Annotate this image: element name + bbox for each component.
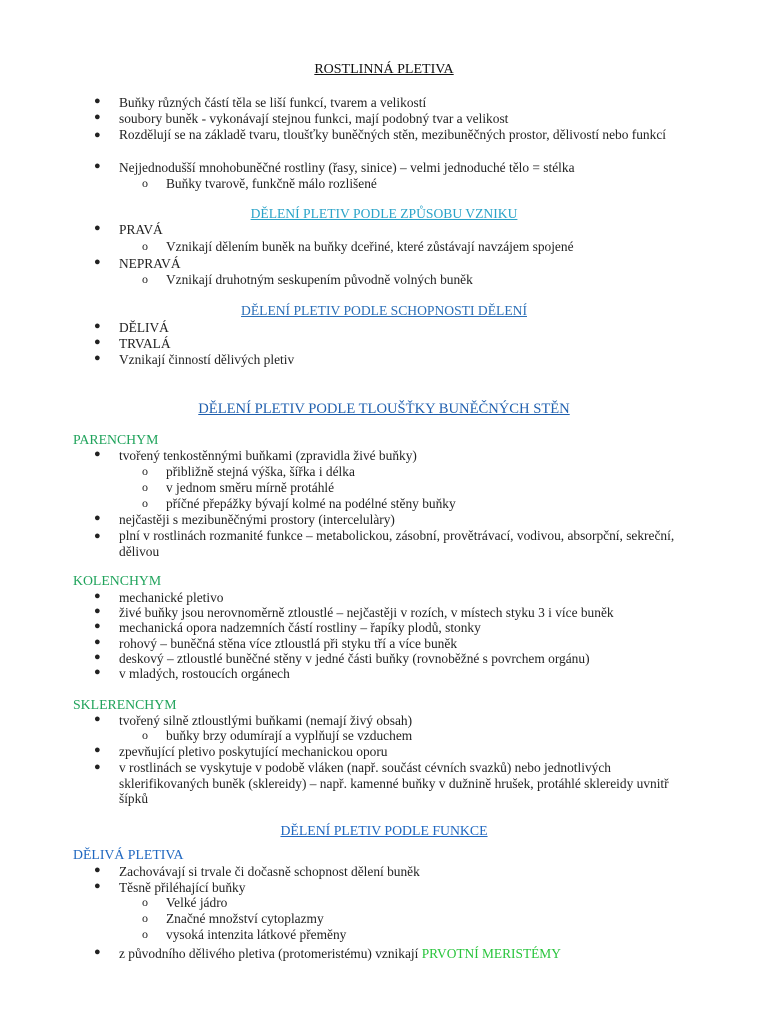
bullet-icon: ● bbox=[94, 111, 101, 123]
bullet-icon: ● bbox=[94, 256, 101, 268]
bullet-icon: ● bbox=[94, 620, 101, 632]
bullet-icon: ● bbox=[94, 352, 101, 364]
bullet-icon: ● bbox=[94, 590, 101, 602]
list-item: ● deskový – ztloustlé buněčné stěny v jedné části buňky (rovnoběžné s povrchem orgánu) bbox=[94, 651, 590, 666]
bullet-icon: ● bbox=[94, 95, 101, 107]
circle-bullet-icon: o bbox=[142, 728, 148, 742]
list-item: ● NEPRAVÁ bbox=[94, 256, 181, 271]
list-item: ● tvořený silně ztloustlými buňkami (nemají živý obsah) bbox=[94, 713, 413, 728]
list-item: ● v mladých, rostoucích orgánech bbox=[94, 666, 290, 681]
bullet-icon: ● bbox=[94, 605, 101, 617]
circle-bullet-icon: o bbox=[142, 272, 148, 286]
bullet-icon: ● bbox=[94, 864, 101, 876]
sub-list-item: o Buňky tvarově, funkčně málo rozlišené bbox=[142, 176, 377, 191]
bullet-icon: ● bbox=[94, 761, 101, 773]
heading-parenchym: PARENCHYM bbox=[73, 432, 159, 447]
bullet-icon: ● bbox=[94, 320, 101, 332]
list-item: ● Nejjednodušší mnohobuněčné rostliny (řasy, sinice) – velmi jednoduché tělo = stélka bbox=[94, 160, 575, 175]
bullet-icon: ● bbox=[94, 651, 101, 663]
sub-list-item: o Vznikají druhotným seskupením původně volných buněk bbox=[142, 272, 473, 287]
sub-list-item: o přibližně stejná výška, šířka i délka bbox=[142, 464, 355, 479]
list-item: ● v rostlinách se vyskytuje v podobě vláken (např. součást cévních svazků) nebo jednotlivých sklerifikovaných buněk (sklereidy) – např. kamenné buňky v dužnině hrušek, protáhlé sklereidy uvnitř šípků bbox=[94, 760, 669, 806]
list-item: ● Buňky různých částí těla se liší funkcí, tvarem a velikostí bbox=[94, 95, 427, 110]
circle-bullet-icon: o bbox=[142, 464, 148, 478]
list-item: ● rohový – buněčná stěna více ztloustlá při styku tří a více buněk bbox=[94, 636, 458, 651]
list-item: ● Vznikají činností dělivých pletiv bbox=[94, 352, 295, 367]
list-item: ● DĚLIVÁ bbox=[94, 320, 169, 335]
sub-list-item: o vysoká intenzita látkové přeměny bbox=[142, 927, 347, 942]
list-item: ● nejčastěji s mezibuněčnými prostory (intercelulàry) bbox=[94, 512, 395, 527]
list-item: ● soubory buněk - vykonávají stejnou funkci, mají podobný tvar a velikost bbox=[94, 111, 509, 126]
list-item: ● zpevňující pletivo poskytující mechanickou oporu bbox=[94, 744, 388, 759]
bullet-icon: ● bbox=[94, 530, 101, 542]
document-title: ROSTLINNÁ PLETIVA bbox=[314, 62, 454, 77]
list-item: ● PRAVÁ bbox=[94, 222, 163, 237]
bullet-icon: ● bbox=[94, 713, 101, 725]
bullet-icon: ● bbox=[94, 666, 101, 678]
circle-bullet-icon: o bbox=[142, 176, 148, 190]
list-item: ● Těsně přiléhající buňky bbox=[94, 880, 246, 895]
sub-list-item: o Vznikají dělením buněk na buňky dceřiné, které zůstávají navzájem spojené bbox=[142, 239, 574, 254]
list-item: ● mechanická opora nadzemních částí rostliny – řapíky plodů, stonky bbox=[94, 620, 481, 635]
bullet-icon: ● bbox=[94, 448, 101, 460]
sub-list-item: o Značné množství cytoplazmy bbox=[142, 911, 324, 926]
heading-sklerenchym: SKLERENCHYM bbox=[73, 697, 177, 712]
bullet-icon: ● bbox=[94, 222, 101, 234]
sub-list-item: o Velké jádro bbox=[142, 895, 228, 910]
section-title-steny: DĚLENÍ PLETIV PODLE TLOUŠŤKY BUNĚČNÝCH STĚN bbox=[198, 401, 570, 417]
bullet-icon: ● bbox=[94, 636, 101, 648]
circle-bullet-icon: o bbox=[142, 927, 148, 941]
list-item: ● plní v rostlinách rozmanité funkce – metabolickou, zásobní, provětrávací, vodivou, absorpční, sekreční, dělivou bbox=[94, 528, 675, 559]
list-item: ● z původního dělivého pletiva (protomeristému) vznikají PRVOTNÍ MERISTÉMY bbox=[94, 946, 561, 961]
list-item: ● mechanické pletivo bbox=[94, 590, 224, 605]
bullet-icon: ● bbox=[94, 512, 101, 524]
bullet-icon: ● bbox=[94, 744, 101, 756]
sub-list-item: o v jednom směru mírně protáhlé bbox=[142, 480, 335, 495]
highlight-prvotni-meristemy: PRVOTNÍ MERISTÉMY bbox=[421, 946, 561, 961]
circle-bullet-icon: o bbox=[142, 911, 148, 925]
section-title-vznik: DĚLENÍ PLETIV PODLE ZPŮSOBU VZNIKU bbox=[250, 206, 518, 221]
list-item: ● Zachovávají si trvale či dočasně schopnost dělení buněk bbox=[94, 864, 420, 879]
circle-bullet-icon: o bbox=[142, 480, 148, 494]
list-item: ● Rozdělují se na základě tvaru, tloušťky buněčných stěn, mezibuněčných prostor, dělivostí nebo funkcí bbox=[94, 127, 666, 142]
list-item: ● živé buňky jsou nerovnoměrně ztloustlé – nejčastěji v rozích, v místech styku 3 i více buněk bbox=[94, 605, 614, 620]
bullet-icon: ● bbox=[94, 129, 101, 141]
circle-bullet-icon: o bbox=[142, 239, 148, 253]
section-title-deleni: DĚLENÍ PLETIV PODLE SCHOPNOSTI DĚLENÍ bbox=[241, 303, 527, 318]
bullet-icon: ● bbox=[94, 160, 101, 172]
section-title-funkce: DĚLENÍ PLETIV PODLE FUNKCE bbox=[280, 823, 488, 838]
list-item: ● tvořený tenkostěnnými buňkami (zpravidla živé buňky) bbox=[94, 448, 417, 463]
bullet-icon: ● bbox=[94, 946, 101, 958]
circle-bullet-icon: o bbox=[142, 496, 148, 510]
bullet-icon: ● bbox=[94, 880, 101, 892]
list-item: ● TRVALÁ bbox=[94, 336, 171, 351]
heading-deliva-pletiva: DĚLIVÁ PLETIVA bbox=[73, 847, 184, 862]
sub-list-item: o příčné přepážky bývají kolmé na podélné stěny buňky bbox=[142, 496, 456, 511]
sub-list-item: o buňky brzy odumírají a vyplňují se vzduchem bbox=[142, 728, 413, 743]
bullet-icon: ● bbox=[94, 336, 101, 348]
heading-kolenchym: KOLENCHYM bbox=[73, 573, 162, 588]
circle-bullet-icon: o bbox=[142, 895, 148, 909]
